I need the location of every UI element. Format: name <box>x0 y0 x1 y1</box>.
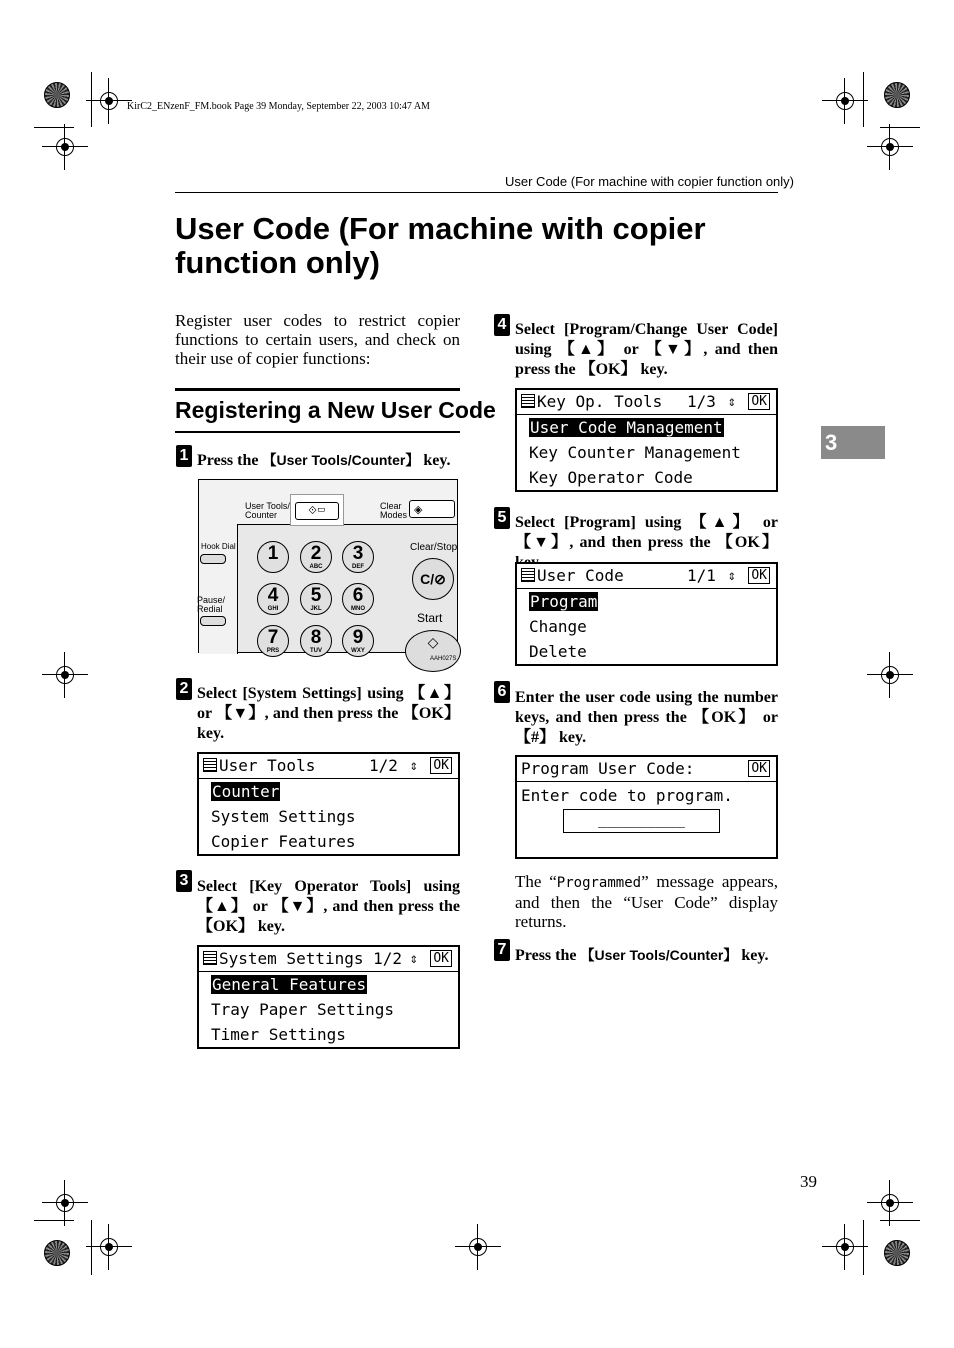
lcd-row[interactable]: Key Operator Code <box>529 468 693 487</box>
counter-label: Counter <box>245 510 278 520</box>
lcd-page: 1/3 <box>687 392 716 411</box>
pause-redial-key[interactable] <box>200 616 226 626</box>
lcd-system-settings <box>197 945 460 1049</box>
digit-label: 6 <box>352 585 364 606</box>
digit-label: 4 <box>267 585 279 606</box>
registration-disc-icon <box>44 82 70 108</box>
note-text: ” message appears, and then the “User Code” display returns. <box>515 872 778 931</box>
ok-icon: OK <box>748 760 770 777</box>
illustration-code: AAH027S <box>430 656 457 662</box>
lcd-row[interactable]: Copier Features <box>211 832 356 851</box>
note-paragraph <box>515 872 778 931</box>
step-number: 5 <box>494 507 510 529</box>
step-1-text <box>197 450 462 471</box>
lcd-row[interactable] <box>211 974 367 996</box>
lcd-title-bar <box>199 947 458 972</box>
digit-key[interactable] <box>257 625 289 657</box>
digit-letters: WXY <box>351 648 365 654</box>
ok-icon: OK <box>430 950 452 967</box>
crosshair-icon <box>877 1190 903 1216</box>
digit-letters: PRS <box>266 648 280 654</box>
lcd-row[interactable]: Delete <box>529 642 587 661</box>
lcd-title: Key Op. Tools <box>537 392 663 411</box>
up-down-arrow-icon: ⇕ <box>409 758 418 774</box>
digit-letters: MNO <box>351 606 365 612</box>
note-text: The “ <box>515 872 557 891</box>
crop-line <box>880 1220 920 1221</box>
intro-paragraph: Register user codes to restrict copier functions to certain users, and check on their use of copier functions: <box>175 311 460 368</box>
code-input-field[interactable] <box>563 809 720 833</box>
digit-letters: JKL <box>310 606 322 612</box>
start-icon: ◇ <box>427 636 439 651</box>
crosshair-icon <box>52 134 78 160</box>
up-down-arrow-icon: ⇕ <box>409 951 418 967</box>
step-number: 2 <box>176 678 192 700</box>
crop-line <box>863 1220 864 1275</box>
digit-key[interactable] <box>342 583 374 615</box>
step-number: 7 <box>494 939 510 961</box>
ok-icon: OK <box>748 393 770 410</box>
step-number: 3 <box>176 870 192 892</box>
menu-icon <box>203 951 217 965</box>
lcd-key-op-tools <box>515 388 778 492</box>
step-text-part: key. <box>419 452 451 469</box>
menu-icon <box>521 394 535 408</box>
crosshair-icon <box>465 1234 491 1260</box>
step-number: 1 <box>176 445 192 467</box>
note-code: Programmed <box>556 875 642 891</box>
user-tools-icon: ⟐▭ <box>308 505 326 517</box>
user-tools-key[interactable] <box>295 502 339 520</box>
clear-modes-icon: ◈ <box>414 504 423 516</box>
lcd-title-bar <box>517 390 776 415</box>
code-input-value: _________ <box>598 809 685 828</box>
step-2-text: Select [System Settings] using 【▲】 or 【▼】, and then press the 【OK】 key. <box>197 685 460 742</box>
lcd-row: Enter code to program. <box>521 786 733 805</box>
user-tools-label: User Tools/ <box>245 501 290 511</box>
menu-icon <box>203 758 217 772</box>
step-text-part: Press the <box>515 947 581 964</box>
digit-label: 9 <box>352 627 364 648</box>
crop-line <box>880 127 920 128</box>
crop-line <box>863 72 864 127</box>
digit-key[interactable] <box>342 625 374 657</box>
up-down-arrow-icon: ⇕ <box>727 568 736 584</box>
digit-label: 3 <box>352 543 364 564</box>
crosshair-icon <box>832 88 858 114</box>
clear-modes-label: Modes <box>380 510 408 520</box>
digit-label: 5 <box>310 585 322 606</box>
digit-letters: DEF <box>352 564 364 570</box>
digit-key[interactable] <box>257 541 289 573</box>
crop-line <box>34 1220 74 1221</box>
lcd-row[interactable]: Tray Paper Settings <box>211 1000 395 1019</box>
crosshair-icon <box>96 88 122 114</box>
clear-modes-label: Clear <box>380 501 402 511</box>
lcd-row[interactable]: Timer Settings <box>211 1025 346 1044</box>
selected-item[interactable]: User Code Management <box>530 418 723 437</box>
title-line: function only) <box>175 245 380 280</box>
lcd-title-bar <box>199 754 458 779</box>
ok-icon: OK <box>748 567 770 584</box>
crosshair-icon <box>52 662 78 688</box>
crosshair-icon <box>877 662 903 688</box>
lcd-row[interactable]: System Settings <box>211 807 356 826</box>
page-title <box>175 212 735 280</box>
digit-key[interactable] <box>257 583 289 615</box>
digit-label: 8 <box>310 627 322 648</box>
step-number: 6 <box>494 681 510 703</box>
title-line: User Code (For machine with copier <box>175 211 706 246</box>
registration-disc-icon <box>884 1240 910 1266</box>
clear-stop-key[interactable] <box>412 558 454 600</box>
ok-icon: OK <box>430 757 452 774</box>
control-panel-illustration <box>197 479 458 662</box>
redial-label: Redial <box>197 604 223 614</box>
selected-item[interactable]: Program <box>530 592 598 611</box>
crosshair-icon <box>96 1234 122 1260</box>
lcd-title: Program User Code: <box>521 759 695 778</box>
file-info: KirC2_ENzenF_FM.book Page 39 Monday, September 22, 2003 10:47 AM <box>127 101 430 112</box>
lcd-row[interactable]: Key Counter Management <box>529 443 741 462</box>
key-name: 【User Tools/Counter】 <box>580 947 738 963</box>
clear-stop-label: Clear/Stop <box>410 542 458 553</box>
menu-icon <box>521 568 535 582</box>
step-text-part: key. <box>737 947 769 964</box>
step-6-text: Enter the user code using the number keys, and then press the 【OK】 or 【#】 key. <box>515 689 778 746</box>
digit-label: 2 <box>310 543 322 564</box>
selected-item[interactable]: Counter <box>212 782 280 801</box>
step-3-text: Select [Key Operator Tools] using 【▲】 or 【▼】, and then press the 【OK】 key. <box>197 878 460 935</box>
start-key[interactable] <box>405 630 461 672</box>
page-number: 39 <box>800 1172 817 1191</box>
selected-item[interactable]: General Features <box>212 975 367 994</box>
digit-key[interactable] <box>300 541 332 573</box>
registration-disc-icon <box>44 1240 70 1266</box>
crop-line <box>91 72 92 127</box>
digit-letters: TUV <box>310 648 322 654</box>
clear-modes-key[interactable] <box>409 500 455 518</box>
digit-label: 1 <box>267 543 279 564</box>
registration-disc-icon <box>884 82 910 108</box>
lcd-title-bar <box>517 757 776 782</box>
hook-dial-key[interactable] <box>200 554 226 564</box>
running-head: User Code (For machine with copier function only) <box>505 174 795 189</box>
lcd-user-tools <box>197 752 460 856</box>
digit-key[interactable] <box>300 625 332 657</box>
digit-label: 7 <box>267 627 279 648</box>
crosshair-icon <box>832 1234 858 1260</box>
lcd-page: 1/2 <box>369 756 398 775</box>
crop-line <box>91 1220 92 1275</box>
step-number: 4 <box>494 314 510 336</box>
header-rule <box>175 192 778 193</box>
lcd-row[interactable] <box>211 781 280 803</box>
lcd-title: User Tools <box>219 756 316 775</box>
key-name: 【User Tools/Counter】 <box>262 452 420 468</box>
digit-letters: GHI <box>267 606 279 612</box>
up-down-arrow-icon: ⇕ <box>727 394 736 410</box>
digit-key[interactable] <box>342 541 374 573</box>
step-7-text <box>515 945 780 966</box>
step-5-text: Select [Program] using 【▲】 or 【▼】, and then press the 【OK】 <box>515 514 778 551</box>
lcd-program-user-code <box>515 755 778 859</box>
pause-label: Pause/ <box>197 595 226 605</box>
crosshair-icon <box>52 1190 78 1216</box>
step-4-text: Select [Program/Change User Code] using 【▲】 or 【▼】, and then press the 【OK】 key. <box>515 321 778 378</box>
start-label: Start <box>417 611 443 625</box>
lcd-row[interactable]: Change <box>529 617 587 636</box>
lcd-page: 1/1 <box>687 566 716 585</box>
digit-key[interactable] <box>300 583 332 615</box>
lcd-title-bar <box>517 564 776 589</box>
digit-letters: ABC <box>309 564 323 570</box>
step-text-part: Press the <box>197 452 263 469</box>
section-title: Registering a New User Code <box>175 397 496 423</box>
chapter-tab: 3 <box>821 426 885 459</box>
clear-stop-icon: C/⊘ <box>420 571 446 587</box>
lcd-user-code <box>515 562 778 666</box>
section-rule <box>175 431 460 433</box>
crop-line <box>34 127 74 128</box>
lcd-row[interactable] <box>529 417 724 439</box>
crosshair-icon <box>877 134 903 160</box>
section-rule <box>175 388 460 391</box>
lcd-title: System Settings 1/2 <box>219 949 403 968</box>
lcd-title: User Code <box>537 566 624 585</box>
hook-dial-label: Hook Dial <box>201 542 236 551</box>
lcd-row[interactable] <box>529 591 598 613</box>
